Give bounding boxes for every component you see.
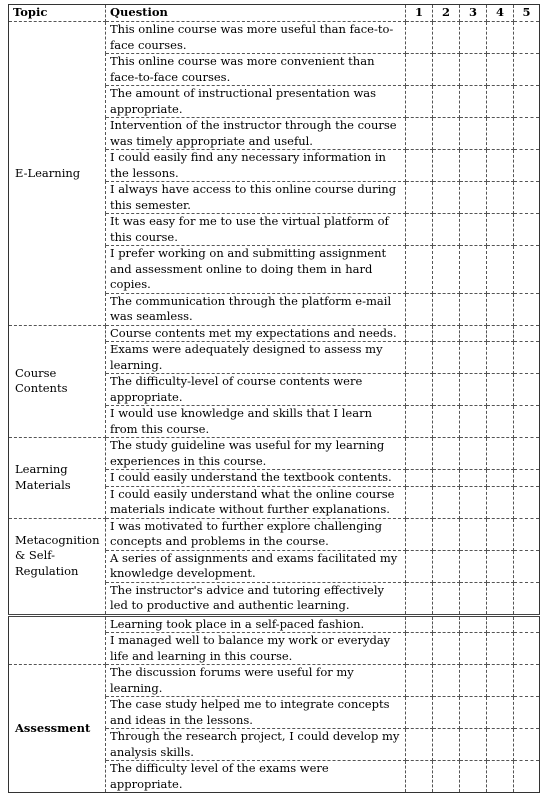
rating-cell-5[interactable]: [514, 633, 540, 665]
rating-cell-4[interactable]: [487, 214, 514, 246]
question-cell: The communication through the platform e-mail was seamless.: [106, 293, 406, 325]
rating-cell-4[interactable]: [487, 342, 514, 374]
rating-cell-1[interactable]: [406, 118, 433, 150]
rating-cell-5[interactable]: [514, 582, 540, 615]
rating-cell-3[interactable]: [460, 214, 487, 246]
rating-cell-1[interactable]: [406, 406, 433, 438]
rating-cell-4[interactable]: [487, 118, 514, 150]
question-cell: The case study helped me to integrate concepts and ideas in the lessons.: [106, 697, 406, 729]
table-row: [9, 22, 540, 54]
rating-cell-1[interactable]: [406, 615, 433, 633]
rating-cell-5[interactable]: [514, 214, 540, 246]
rating-cell-2[interactable]: [433, 293, 460, 325]
question-cell: I was motivated to further explore challenging concepts and problems in the course.: [106, 518, 406, 550]
rating-cell-5[interactable]: [514, 550, 540, 582]
rating-cell-3[interactable]: [460, 22, 487, 54]
scale-header-5: 5: [514, 5, 540, 22]
rating-cell-1[interactable]: [406, 761, 433, 793]
rating-cell-4[interactable]: [487, 374, 514, 406]
rating-cell-4[interactable]: [487, 729, 514, 761]
rating-cell-1[interactable]: [406, 697, 433, 729]
rating-cell-5[interactable]: [514, 182, 540, 214]
rating-cell-1[interactable]: [406, 470, 433, 487]
question-cell: I always have access to this online course during this semester.: [106, 182, 406, 214]
topic-learning-materials: Learning Materials: [9, 438, 106, 519]
rating-cell-2[interactable]: [433, 761, 460, 793]
rating-cell-1[interactable]: [406, 342, 433, 374]
question-cell: A series of assignments and exams facilitated my knowledge development.: [106, 550, 406, 582]
rating-cell-3[interactable]: [460, 150, 487, 182]
rating-cell-2[interactable]: [433, 582, 460, 615]
rating-cell-4[interactable]: [487, 697, 514, 729]
rating-cell-2[interactable]: [433, 550, 460, 582]
rating-cell-1[interactable]: [406, 22, 433, 54]
question-cell: Exams were adequately designed to assess my learning.: [106, 342, 406, 374]
rating-cell-5[interactable]: [514, 246, 540, 294]
rating-cell-2[interactable]: [433, 325, 460, 342]
table-row: [9, 615, 540, 633]
rating-cell-2[interactable]: [433, 406, 460, 438]
rating-cell-3[interactable]: [460, 550, 487, 582]
rating-cell-3[interactable]: [460, 118, 487, 150]
rating-cell-1[interactable]: [406, 518, 433, 550]
rating-cell-4[interactable]: [487, 182, 514, 214]
rating-cell-2[interactable]: [433, 486, 460, 518]
rating-cell-3[interactable]: [460, 406, 487, 438]
rating-cell-4[interactable]: [487, 470, 514, 487]
rating-cell-5[interactable]: [514, 118, 540, 150]
rating-cell-2[interactable]: [433, 470, 460, 487]
rating-cell-3[interactable]: [460, 518, 487, 550]
question-cell: I managed well to balance my work or everyday life and learning in this course.: [106, 633, 406, 665]
rating-cell-4[interactable]: [487, 665, 514, 697]
rating-cell-3[interactable]: [460, 182, 487, 214]
rating-cell-3[interactable]: [460, 293, 487, 325]
rating-cell-2[interactable]: [433, 729, 460, 761]
rating-cell-3[interactable]: [460, 486, 487, 518]
question-cell: Intervention of the instructor through the course was timely appropriate and useful.: [106, 118, 406, 150]
question-cell: The instructor's advice and tutoring effectively led to productive and authentic learning.: [106, 582, 406, 615]
rating-cell-1[interactable]: [406, 438, 433, 470]
rating-cell-3[interactable]: [460, 729, 487, 761]
rating-cell-2[interactable]: [433, 54, 460, 86]
rating-cell-5[interactable]: [514, 325, 540, 342]
rating-cell-4[interactable]: [487, 150, 514, 182]
rating-cell-4[interactable]: [487, 518, 514, 550]
rating-cell-4[interactable]: [487, 761, 514, 793]
rating-cell-4[interactable]: [487, 550, 514, 582]
rating-cell-2[interactable]: [433, 633, 460, 665]
rating-cell-5[interactable]: [514, 438, 540, 470]
rating-cell-1[interactable]: [406, 246, 433, 294]
rating-cell-1[interactable]: [406, 550, 433, 582]
rating-cell-5[interactable]: [514, 22, 540, 54]
rating-cell-4[interactable]: [487, 246, 514, 294]
question-cell: I could easily understand the textbook contents.: [106, 470, 406, 487]
question-cell: The difficulty-level of course contents were appropriate.: [106, 374, 406, 406]
rating-cell-3[interactable]: [460, 697, 487, 729]
rating-cell-3[interactable]: [460, 325, 487, 342]
rating-cell-5[interactable]: [514, 293, 540, 325]
rating-cell-2[interactable]: [433, 374, 460, 406]
rating-cell-2[interactable]: [433, 246, 460, 294]
rating-cell-5[interactable]: [514, 665, 540, 697]
question-header: Question: [106, 5, 406, 22]
rating-cell-3[interactable]: [460, 761, 487, 793]
rating-cell-4[interactable]: [487, 633, 514, 665]
rating-cell-5[interactable]: [514, 518, 540, 550]
rating-cell-4[interactable]: [487, 86, 514, 118]
topic-continued-blank: [9, 615, 106, 665]
table-row: [9, 438, 540, 470]
rating-cell-1[interactable]: [406, 54, 433, 86]
rating-cell-4[interactable]: [487, 293, 514, 325]
rating-cell-1[interactable]: [406, 729, 433, 761]
question-cell: The study guideline was useful for my learning experiences in this course.: [106, 438, 406, 470]
rating-cell-3[interactable]: [460, 342, 487, 374]
scale-header-4: 4: [487, 5, 514, 22]
rating-cell-5[interactable]: [514, 86, 540, 118]
header-row: [9, 5, 540, 22]
rating-cell-5[interactable]: [514, 615, 540, 633]
rating-cell-4[interactable]: [487, 406, 514, 438]
rating-cell-2[interactable]: [433, 615, 460, 633]
rating-cell-2[interactable]: [433, 22, 460, 54]
rating-cell-5[interactable]: [514, 150, 540, 182]
question-cell: I would use knowledge and skills that I learn from this course.: [106, 406, 406, 438]
rating-cell-4[interactable]: [487, 54, 514, 86]
rating-cell-5[interactable]: [514, 406, 540, 438]
rating-cell-1[interactable]: [406, 486, 433, 518]
rating-cell-4[interactable]: [487, 325, 514, 342]
question-cell: The difficulty level of the exams were appropriate.: [106, 761, 406, 793]
rating-cell-3[interactable]: [460, 582, 487, 615]
rating-cell-4[interactable]: [487, 582, 514, 615]
question-cell: The amount of instructional presentation was appropriate.: [106, 86, 406, 118]
topic-e-learning: E-Learning: [9, 22, 106, 326]
topic-metacognition: Metacognition & Self-Regulation: [9, 518, 106, 615]
rating-cell-5[interactable]: [514, 342, 540, 374]
rating-cell-1[interactable]: [406, 214, 433, 246]
rating-cell-3[interactable]: [460, 86, 487, 118]
rating-cell-5[interactable]: [514, 761, 540, 793]
rating-cell-2[interactable]: [433, 214, 460, 246]
rating-cell-4[interactable]: [487, 615, 514, 633]
rating-cell-3[interactable]: [460, 374, 487, 406]
rating-cell-2[interactable]: [433, 86, 460, 118]
rating-cell-2[interactable]: [433, 518, 460, 550]
question-cell: This online course was more convenient than face-to-face courses.: [106, 54, 406, 86]
rating-cell-2[interactable]: [433, 182, 460, 214]
rating-cell-1[interactable]: [406, 293, 433, 325]
rating-cell-4[interactable]: [487, 486, 514, 518]
rating-cell-4[interactable]: [487, 22, 514, 54]
rating-cell-1[interactable]: [406, 665, 433, 697]
question-cell: I could easily find any necessary information in the lessons.: [106, 150, 406, 182]
rating-cell-5[interactable]: [514, 54, 540, 86]
rating-cell-1[interactable]: [406, 633, 433, 665]
rating-cell-4[interactable]: [487, 438, 514, 470]
question-cell: I could easily understand what the online course materials indicate without further explanations.: [106, 486, 406, 518]
rating-cell-2[interactable]: [433, 697, 460, 729]
question-cell: It was easy for me to use the virtual platform of this course.: [106, 214, 406, 246]
table-row: [9, 325, 540, 342]
rating-cell-2[interactable]: [433, 342, 460, 374]
scale-header-1: 1: [406, 5, 433, 22]
table-row: [9, 665, 540, 697]
rating-cell-1[interactable]: [406, 325, 433, 342]
rating-cell-5[interactable]: [514, 470, 540, 487]
rating-cell-5[interactable]: [514, 374, 540, 406]
rating-cell-2[interactable]: [433, 665, 460, 697]
survey-table: [8, 4, 540, 793]
rating-cell-3[interactable]: [460, 438, 487, 470]
rating-cell-3[interactable]: [460, 54, 487, 86]
rating-cell-1[interactable]: [406, 182, 433, 214]
question-cell: Learning took place in a self-paced fashion.: [106, 615, 406, 633]
rating-cell-1[interactable]: [406, 150, 433, 182]
rating-cell-3[interactable]: [460, 633, 487, 665]
rating-cell-3[interactable]: [460, 615, 487, 633]
rating-cell-2[interactable]: [433, 118, 460, 150]
rating-cell-2[interactable]: [433, 150, 460, 182]
table-row: [9, 518, 540, 550]
rating-cell-5[interactable]: [514, 729, 540, 761]
question-cell: I prefer working on and submitting assignment and assessment online to doing them in hard copies.: [106, 246, 406, 294]
rating-cell-3[interactable]: [460, 665, 487, 697]
survey-table-container: [8, 4, 540, 793]
rating-cell-5[interactable]: [514, 486, 540, 518]
question-cell: The discussion forums were useful for my learning.: [106, 665, 406, 697]
rating-cell-1[interactable]: [406, 374, 433, 406]
rating-cell-3[interactable]: [460, 470, 487, 487]
topic-assessment: Assessment: [9, 665, 106, 793]
rating-cell-3[interactable]: [460, 246, 487, 294]
rating-cell-1[interactable]: [406, 86, 433, 118]
rating-cell-1[interactable]: [406, 582, 433, 615]
topic-header: Topic: [9, 5, 106, 22]
question-cell: Through the research project, I could develop my analysis skills.: [106, 729, 406, 761]
question-cell: Course contents met my expectations and needs.: [106, 325, 406, 342]
scale-header-3: 3: [460, 5, 487, 22]
rating-cell-2[interactable]: [433, 438, 460, 470]
rating-cell-5[interactable]: [514, 697, 540, 729]
scale-header-2: 2: [433, 5, 460, 22]
question-cell: This online course was more useful than face-to-face courses.: [106, 22, 406, 54]
topic-course-contents: Course Contents: [9, 325, 106, 438]
